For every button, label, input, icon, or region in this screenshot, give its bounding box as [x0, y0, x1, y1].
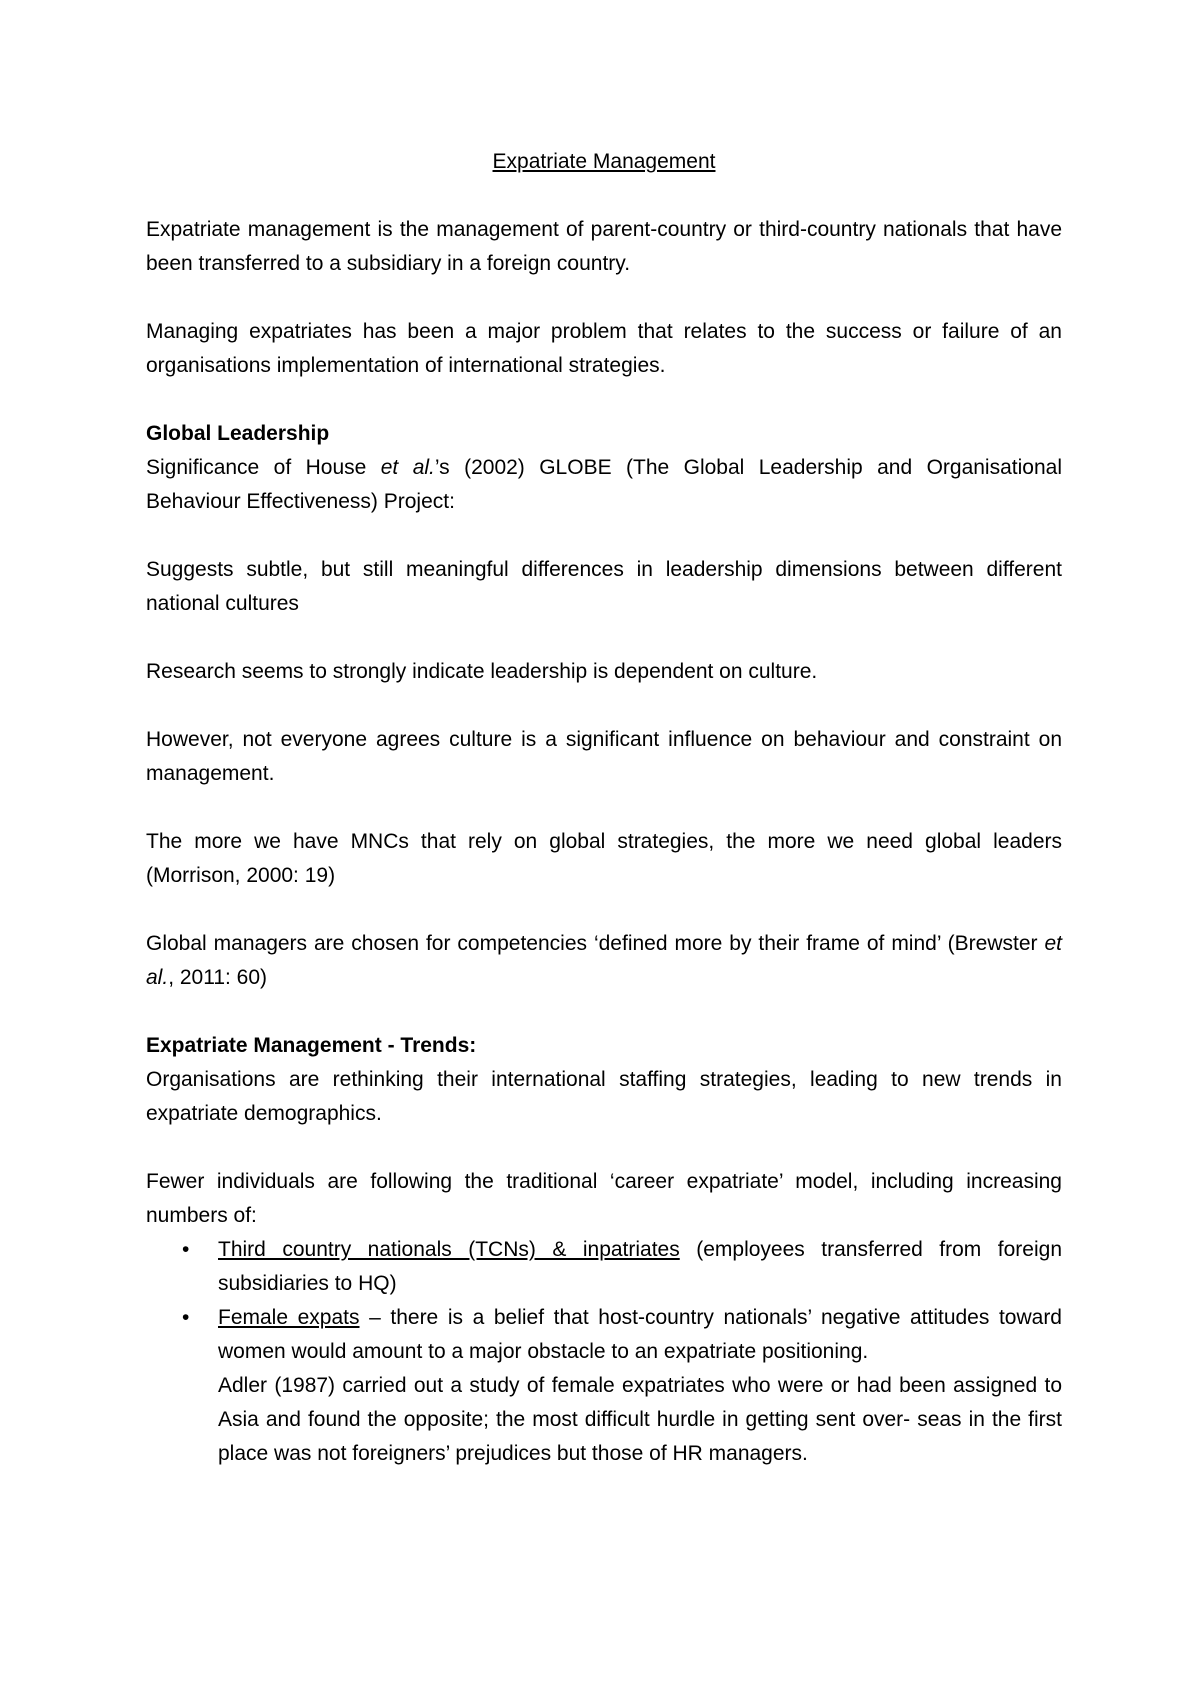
bullet-icon: • [182, 1238, 190, 1261]
culture-dependence-paragraph: Research seems to strongly indicate leadership is dependent on culture. [146, 660, 818, 683]
global-leadership-heading: Global Leadership [146, 422, 330, 445]
subtle-differences-paragraph: Suggests subtle, but still meaningful differences in leadership dimensions between different national cultures [146, 558, 1062, 615]
disagreement-paragraph: However, not everyone agrees culture is a significant influence on behaviour and constraint on management. [146, 728, 1062, 785]
trends-bullet-list [146, 1233, 1062, 1471]
list-item [146, 1301, 1062, 1471]
managers-text-pre: Global managers are chosen for competencies ‘defined more by their frame of mind’ (Brewster [146, 932, 1045, 955]
document-title: Expatriate Management [492, 150, 716, 173]
list-item [146, 1233, 1062, 1301]
globe-text-post: ’s (2002) GLOBE (The Global Leadership and Organisational Behaviour Effectiveness) Project: [146, 456, 1062, 513]
problem-paragraph: Managing expatriates has been a major problem that relates to the success or failure of an organisations implementation of international strategies. [146, 320, 1062, 377]
fewer-individuals-paragraph: Fewer individuals are following the traditional ‘career expatriate’ model, including increasing numbers of: [146, 1170, 1062, 1227]
globe-text-pre: Significance of House [146, 456, 381, 479]
managers-text-post: , 2011: 60) [168, 966, 268, 989]
bullet-icon: • [182, 1306, 190, 1329]
globe-paragraph [146, 451, 1062, 519]
bullet-label: Third country nationals (TCNs) & inpatriates [218, 1238, 680, 1261]
global-managers-paragraph [146, 927, 1062, 995]
rethinking-paragraph: Organisations are rethinking their international staffing strategies, leading to new trends in expatriate demographics. [146, 1068, 1062, 1125]
mnc-paragraph: The more we have MNCs that rely on global strategies, the more we need global leaders (Morrison, 2000: 19) [146, 830, 1062, 887]
bullet-text: – there is a belief that host-country nationals’ negative attitudes toward women would amount to a major obstacle to an expatriate positioning. [218, 1306, 1062, 1363]
globe-etal: et al. [380, 456, 435, 479]
bullet-continuation: Adler (1987) carried out a study of female expatriates who were or had been assigned to Asia and found the opposite; the most difficult hurdle in getting sent over- seas in the first place was not foreigners’ prejudices but those of HR managers. [218, 1374, 1062, 1465]
bullet-label: Female expats [218, 1306, 360, 1329]
trends-heading: Expatriate Management - Trends: [146, 1034, 477, 1057]
intro-paragraph: Expatriate management is the management of parent-country or third-country nationals that have been transferred to a subsidiary in a foreign country. [146, 218, 1062, 275]
managers-etal: et al. [146, 932, 1062, 989]
bullet-text: (employees transferred from foreign subsidiaries to HQ) [218, 1238, 1062, 1295]
